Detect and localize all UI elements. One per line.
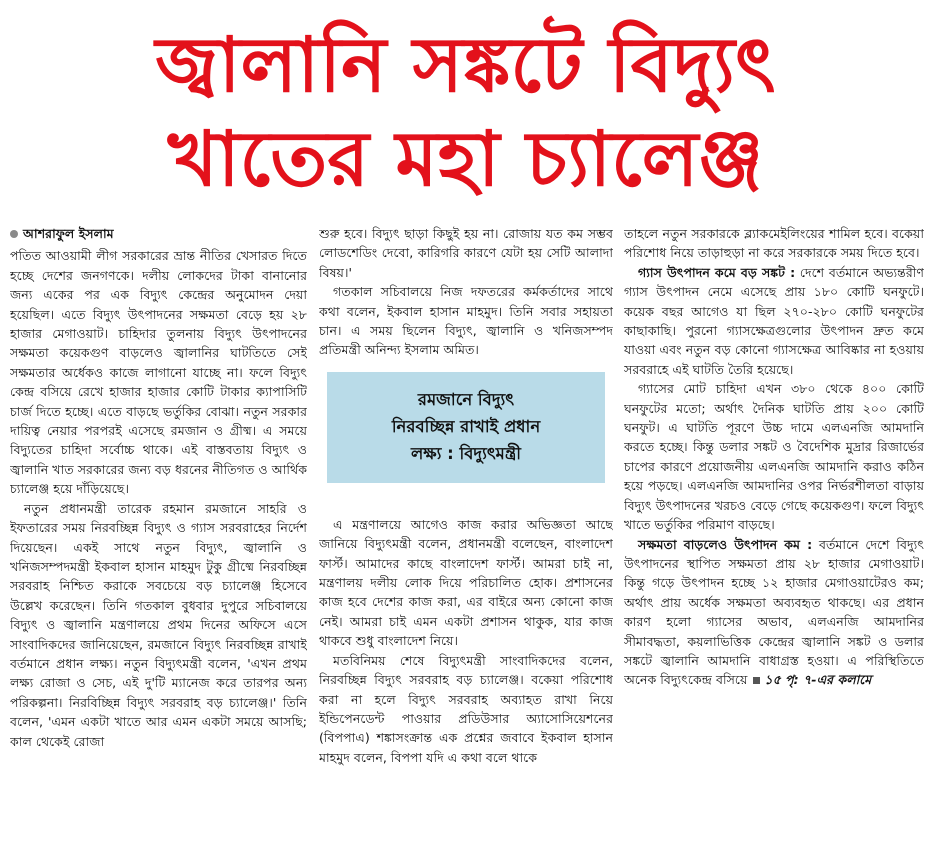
headline-line-2: খাতের মহা চ্যালেঞ্জ <box>167 114 764 203</box>
pull-quote-line-1: রমজানে বিদ্যুৎ <box>417 389 515 409</box>
article-column-3 <box>624 224 924 843</box>
pull-quote-line-2: নিরবচ্ছিন্ন রাখাই প্রধান <box>391 416 541 436</box>
col1-paragraph-2: নতুন প্রধানমন্ত্রী তারেক রহমান রমজানে সাহরি ও ইফতারের সময় নিরবচ্ছিন্ন বিদ্যুৎ ও গ্যাস সরবরাহের নির্দেশ দিয়েছেন। একই সাথে নতুন বিদ্যুৎ, জ্বালানি ও খনিজসম্পদমন্ত্রী ইকবাল হাসান মাহমুদ টুকু গ্রীষ্মে নিরবচ্ছিন্ন সরবরাহ নিশ্চিত করাকে সবচেয়ে বড় চ্যালেঞ্জ হিসেবে উল্লেখ করেছেন। তিনি গতকাল বুধবার দুপুরে সচিবালয়ে বিদ্যুৎ ও জ্বালানি মন্ত্রণালয়ে প্রথম দিনের অফিসে এসে সাংবাদিকদের জানিয়েছেন, রমজানে বিদ্যুৎ নিরবচ্ছিন্ন রাখাই বর্তমানে প্রধান লক্ষ্য। নতুন বিদ্যুৎমন্ত্রী বলেন, 'এখন প্রথম লক্ষ্য রোজা ও সেচ, এই দু'টি ম্যানেজ করে তারপর অন্য পরিকল্পনা। নিরবিচ্ছিন্ন বিদ্যুৎ সরবরাহ বড় চ্যালেঞ্জ।' তিনি বলেন, 'এমন একটা খাতে আর এমন একটা সময়ে আসছি; কাল থেকেই রোজা <box>10 500 307 749</box>
col3-section-capacity <box>624 535 924 690</box>
article-column-1 <box>10 224 307 843</box>
article-column-2 <box>319 224 613 843</box>
pull-quote-box <box>327 372 605 483</box>
col3-paragraph-1: তাহলে নতুন সরকারকে ব্ল্যাকমেইলিংয়ের শামিল হবে। বকেয়া পরিশোধ নিয়ে তাড়াহুড়া না করে সরকারকে সময় দিতে হবে। <box>624 226 924 261</box>
byline-author: আশরাফুল ইসলাম <box>23 226 114 241</box>
headline <box>0 18 931 206</box>
col2-paragraph-3: এ মন্ত্রণালয়ে আগেও কাজ করার অভিজ্ঞতা আছে জানিয়ে বিদ্যুৎমন্ত্রী বলেন, প্রধানমন্ত্রী বলেছেন, বাংলাদেশ ফার্স্ট। আমাদের কাছে বাংলাদেশ ফার্স্ট। আমরা চাই না, মন্ত্রণালয় দলীয় লোক দিয়ে পরিচালিত হোক। প্রশাসনের কাজ হবে দেশের কাজ করা, এর বাইরে অন্য কোনো কাজ নেই। আমরা চাই এমন একটা প্রশাসন থাকুক, যার কাজ থাকবে শুধু বাংলাদেশ নিয়ে। <box>319 516 613 649</box>
col2-paragraph-2: গতকাল সচিবালয়ে নিজ দফতরের কর্মকর্তাদের সাথে কথা বলেন, ইকবাল হাসান মাহমুদ। তিনি সবার সহায়তা চান। এ সময় ছিলেন বিদ্যুৎ, জ্বালানি ও খনিজসম্পদ প্রতিমন্ত্রী অনিন্দ্য ইসলাম অমিত। <box>319 284 613 358</box>
pull-quote-line-3: লক্ষ্য : বিদ্যুৎমন্ত্রী <box>410 443 522 463</box>
subheading-capacity: সক্ষমতা বাড়লেও উৎপাদন কম : <box>638 536 813 552</box>
col2-paragraph-1: শুরু হবে। বিদ্যুৎ ছাড়া কিছুই হয় না। রোজায় যত কম সম্ভব লোডশেডিং দেবো, কারিগরি কারণে যেটা হয় সেটি আলাদা বিষয়।' <box>319 226 613 280</box>
byline <box>10 224 307 243</box>
col2-paragraph-4: মতবিনিময় শেষে বিদ্যুৎমন্ত্রী সাংবাদিকদের বলেন, নিরবচ্ছিন্ন বিদ্যুৎ সরবরাহ বড় চ্যালেঞ্জ। বকেয়া পরিশোধ করা না হলে বিদ্যুৎ সরবরাহ অব্যাহত রাখা নিয়ে ইন্ডিপেনডেন্ট পাওয়ার প্রডিউসার অ্যাসোসিয়েশনের (বিপপাএ) শঙ্কাসংক্রান্ত এক প্রশ্নের জবাবে ইকবাল হাসান মাহমুদ বলেন, বিপপা যদি এ কথা বলে থাকে <box>319 652 613 765</box>
headline-line-1: জ্বালানি সঙ্কটে বিদ্যুৎ <box>155 20 776 109</box>
col3-section-gas <box>624 263 924 379</box>
subheading-gas: গ্যাস উৎপাদন কমে বড় সঙ্কট : <box>638 264 796 280</box>
continuation-note: ১৫ পৃ: ৭-এর কলামে <box>764 672 872 688</box>
col3-paragraph-3: গ্যাসের মোট চাহিদা এখন ৩৮০ থেকে ৪০০ কোটি ঘনফুটের মতো; অর্থাৎ দৈনিক ঘাটতি প্রায় ২০০ কোটি ঘনফুট। এ ঘাটতি পূরণে উচ্চ দামে এলএনজি আমদানি করতে হচ্ছে। কিন্তু ডলার সঙ্কট ও বৈদেশিক মুদ্রার রিজার্ভের চাপের কারণে প্রয়োজনীয় এলএনজি আমদানি করাও কঠিন হয়ে পড়ছে। এলএনজি আমদানির ওপর নির্ভরশীলতা বাড়ায় বিদ্যুৎ উৎপাদনের খরচও বেড়ে গেছে কয়েকগুণ। ফলে বিদ্যুৎ খাতে ভর্তুকির পরিমাণ বাড়ছে। <box>624 381 924 533</box>
col3-paragraph-4: বর্তমানে দেশে বিদ্যুৎ উৎপাদনের স্থাপিত সক্ষমতা প্রায় ২৮ হাজার মেগাওয়াট। কিন্তু গড়ে উৎপাদন হচ্ছে ১২ হাজার মেগাওয়াটেরও কম; অর্থাৎ প্রায় অর্ধেক সক্ষমতা অব্যবহৃত থাকছে। এর প্রধান কারণ হলো গ্যাসের অভাব, এলএনজি আমদানির সীমাবদ্ধতা, কয়লাভিত্তিক কেন্দ্রের জ্বালানি সঙ্কট ও ডলার সঙ্কটে জ্বালানি আমদানি বাধাগ্রস্ত হওয়া। এ পরিস্থিতিতে অনেক বিদ্যুৎকেন্দ্র বসিয়ে <box>624 536 924 688</box>
col1-paragraph-1: পতিত আওয়ামী লীগ সরকারের ভ্রান্ত নীতির খেসারত দিতে হচ্ছে দেশের জনগণকে। দলীয় লোকদের টাকা বানানোর জন্য একের পর এক বিদ্যুৎ কেন্দ্রের অনুমোদন দেয়া হয়েছিল। এতে বিদ্যুৎ উৎপাদনের সক্ষমতা বেড়ে হয় ২৮ হাজার মেগাওয়াট। চাহিদার তুলনায় বিদ্যুৎ উৎপাদনের সক্ষমতা কয়েকগুণ বাড়লেও জ্বালানির ঘাটতিতে সেই সক্ষমতার অর্ধেকও কাজে লাগানো যাচ্ছে না। ফলে বিদ্যুৎ কেন্দ্র বসিয়ে রেখে হাজার হাজার কোটি টাকার ক্যাপাসিটি চার্জ দিতে হচ্ছে। এতে বাড়ছে ভর্তুকির বোঝা। নতুন সরকার দায়িত্ব নেয়ার পরপরই এসেছে রমজান ও গ্রীষ্ম। এ সময়ে বিদ্যুতের চাহিদা সর্বোচ্চ থাকে। এই বাস্তবতায় বিদ্যুৎ ও জ্বালানি খাত সরকারের জন্য বড় ধরনের নীতিগত ও আর্থিক চ্যালেঞ্জ হয়ে দাঁড়িয়েছে। <box>10 248 307 497</box>
continuation-marker-icon <box>753 677 760 684</box>
byline-bullet-icon <box>10 230 18 238</box>
col3-paragraph-2: দেশে বর্তমানে অভ্যন্তরীণ গ্যাস উৎপাদন নেমে এসেছে প্রায় ১৮০ কোটি ঘনফুটে। কয়েক বছর আগেও যা ছিল ২৭০-২৮০ কোটি ঘনফুটের কাছাকাছি। পুরনো গ্যাসক্ষেত্রগুলোর উৎপাদন দ্রুত কমে যাওয়া এবং নতুন বড় কোনো গ্যাসক্ষেত্র আবিষ্কার না হওয়ায় সরবরাহে এই ঘাটতি তৈরি হয়েছে। <box>624 264 924 377</box>
